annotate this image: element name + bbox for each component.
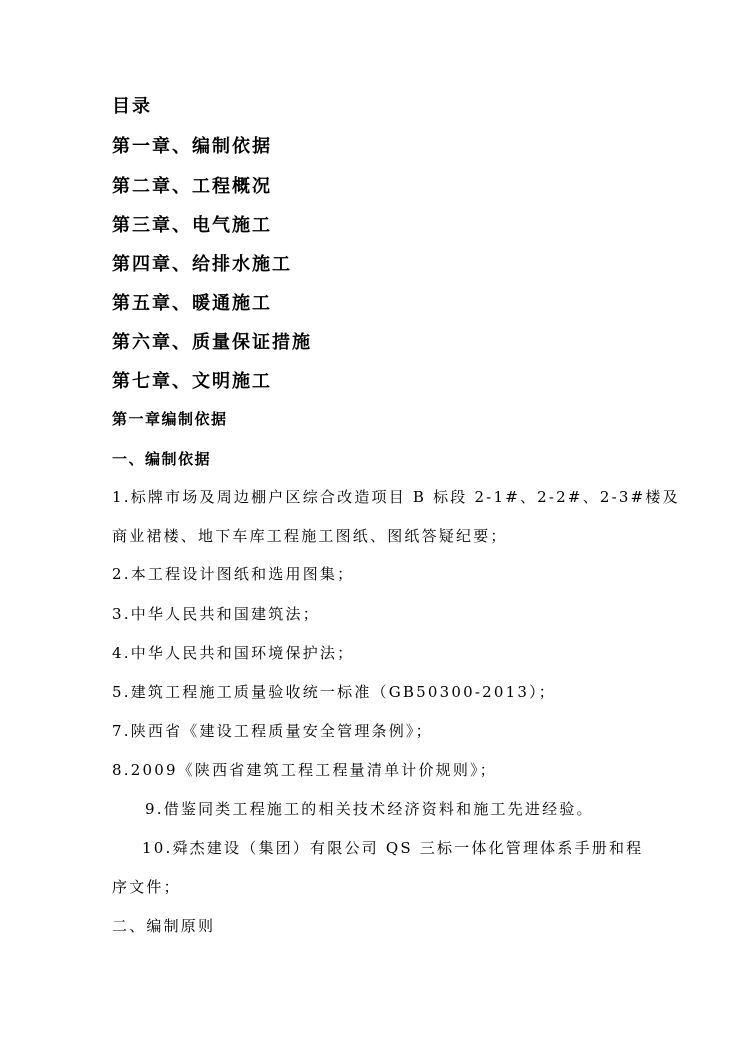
paragraph-line: 商业裙楼、地下车库工程施工图纸、图纸答疑纪要；: [112, 527, 508, 545]
toc-chapter-5: 第五章、暖通施工: [112, 293, 272, 314]
paragraph-line: 5.建筑工程施工质量验收统一标准（GB50300-2013）；: [112, 683, 556, 701]
chapter-title: 第一章编制依据: [112, 410, 228, 428]
paragraph-line: 2.本工程设计图纸和选用图集；: [112, 565, 355, 583]
paragraph-line: 10.舜杰建设（集团）有限公司 QS 三标一体化管理体系手册和程: [142, 839, 644, 857]
paragraph-line: 序文件；: [112, 878, 181, 896]
paragraph-line: 1.标牌市场及周边棚户区综合改造项目 B 标段 2-1#、2-2#、2-3#楼及: [112, 488, 680, 506]
paragraph-line: 3.中华人民共和国建筑法；: [112, 605, 320, 623]
toc-chapter-2: 第二章、工程概况: [112, 176, 272, 197]
section-title: 二、编制原则: [112, 917, 216, 935]
paragraph-line: 9.借鉴同类工程施工的相关技术经济资料和施工先进经验。: [145, 800, 594, 818]
toc-chapter-3: 第三章、电气施工: [112, 215, 272, 236]
toc-chapter-4: 第四章、给排水施工: [112, 254, 292, 275]
toc-chapter-7: 第七章、文明施工: [112, 371, 272, 392]
paragraph-line: 8.2009《陕西省建筑工程工程量清单计价规则》；: [112, 761, 497, 779]
paragraph-line: 7.陕西省《建设工程质量安全管理条例》；: [112, 722, 433, 740]
toc-title: 目录: [112, 96, 152, 117]
toc-chapter-1: 第一章、编制依据: [112, 136, 272, 157]
toc-chapter-6: 第六章、质量保证措施: [112, 332, 312, 353]
paragraph-line: 4.中华人民共和国环境保护法；: [112, 644, 355, 662]
section-title: 一、编制依据: [112, 450, 212, 468]
